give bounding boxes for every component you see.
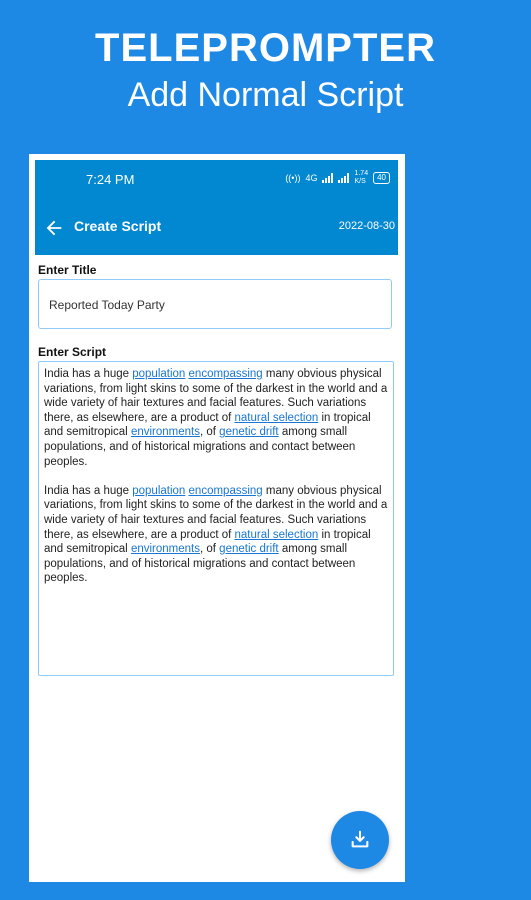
script-link[interactable]: natural selection bbox=[234, 411, 319, 424]
script-link[interactable]: environments bbox=[130, 543, 200, 556]
script-text: , of bbox=[199, 543, 220, 556]
script-text: , of bbox=[199, 426, 220, 439]
battery-icon: 40 bbox=[373, 172, 390, 184]
script-text: India has a huge bbox=[44, 484, 133, 497]
script-text: in tropical and semitropical bbox=[44, 528, 371, 556]
save-download-button[interactable] bbox=[331, 811, 389, 869]
script-text: among small populations, and of historical migrations and contact between peoples. bbox=[44, 426, 356, 468]
script-text: in tropical and semitropical bbox=[44, 411, 371, 439]
script-link[interactable]: population bbox=[132, 368, 186, 380]
script-paragraph bbox=[44, 367, 388, 469]
status-time: 7:24 PM bbox=[86, 172, 135, 187]
script-link[interactable]: environments bbox=[130, 426, 200, 439]
phone-screen bbox=[29, 154, 405, 882]
hotspot-icon: ((•)) bbox=[285, 173, 301, 183]
script-label: Enter Script bbox=[38, 345, 107, 359]
script-link[interactable]: population bbox=[132, 484, 186, 497]
signal-icon bbox=[322, 173, 333, 183]
page-title: Create Script bbox=[74, 218, 162, 234]
script-link[interactable]: encompassing bbox=[188, 484, 263, 497]
signal-icon-2 bbox=[338, 173, 349, 183]
script-text: India has a huge bbox=[44, 368, 133, 380]
promo-subtitle: Add Normal Script bbox=[127, 76, 404, 114]
script-input[interactable] bbox=[38, 361, 394, 676]
back-button[interactable] bbox=[43, 217, 65, 239]
title-input[interactable]: Reported Today Party bbox=[38, 279, 392, 329]
status-icons bbox=[285, 170, 390, 186]
script-link[interactable]: natural selection bbox=[234, 528, 319, 541]
network-type: 4G bbox=[305, 173, 318, 183]
app-bar bbox=[35, 160, 398, 255]
script-text: many obvious physical variations, from light skins to some of the darkest in the world and a wide variety of hair textures and facial features. Such variations there, as elsewhere, are a product of bbox=[44, 368, 388, 424]
script-link[interactable]: genetic drift bbox=[219, 426, 279, 439]
script-link[interactable]: encompassing bbox=[188, 368, 263, 380]
script-date: 2022-08-30 bbox=[338, 220, 395, 232]
net-speed: 1.74 K/S bbox=[354, 170, 369, 185]
script-paragraph bbox=[44, 484, 388, 586]
script-text: among small populations, and of historical migrations and contact between peoples. bbox=[44, 543, 356, 585]
title-label: Enter Title bbox=[38, 263, 97, 277]
promo-title: TELEPROMPTER bbox=[95, 26, 436, 70]
script-text: many obvious physical variations, from light skins to some of the darkest in the world and a wide variety of hair textures and facial features. Such variations there, as elsewhere, are a product of bbox=[44, 484, 388, 541]
script-link[interactable]: genetic drift bbox=[219, 543, 279, 556]
download-icon bbox=[349, 829, 371, 851]
arrow-left-icon bbox=[43, 217, 65, 239]
